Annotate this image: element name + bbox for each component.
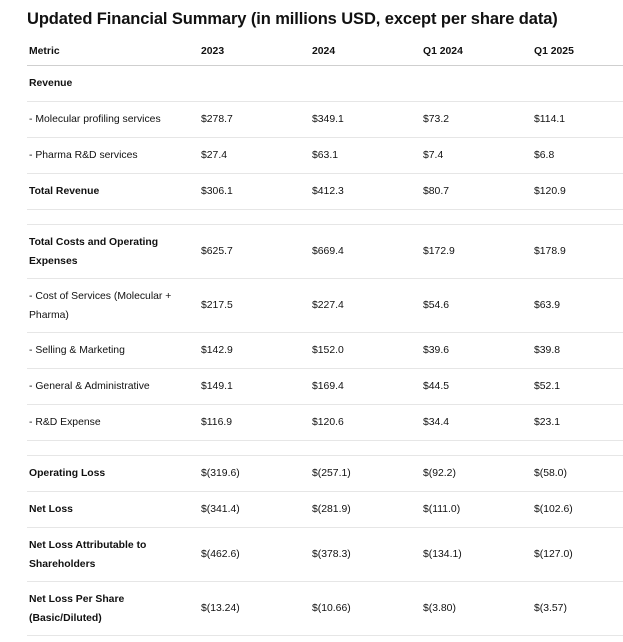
value-cell-q1-2025: $52.1 xyxy=(532,369,623,405)
value-cell-2024: $120.6 xyxy=(310,405,421,441)
table-row xyxy=(27,456,623,492)
spacer-cell xyxy=(27,441,623,456)
value-cell-2023: $217.5 xyxy=(199,279,310,333)
value-cell-q1-2025: $23.1 xyxy=(532,405,623,441)
metric-cell: Net Loss Per Share (Basic/Diluted) xyxy=(27,582,199,636)
value-cell-2023: $(462.6) xyxy=(199,528,310,582)
value-cell-2023: $(341.4) xyxy=(199,492,310,528)
table-row xyxy=(27,174,623,210)
metric-cell: Revenue xyxy=(27,66,199,102)
value-cell-2024: $227.4 xyxy=(310,279,421,333)
page-title: Updated Financial Summary (in millions USD, except per share data) xyxy=(27,10,558,28)
column-header-2024: 2024 xyxy=(310,37,421,66)
table-row xyxy=(27,279,623,333)
value-cell-q1-2025: $(3.57) xyxy=(532,582,623,636)
value-cell-2024: $(10.66) xyxy=(310,582,421,636)
value-cell-2024: $63.1 xyxy=(310,138,421,174)
value-cell-q1-2025: $178.9 xyxy=(532,225,623,279)
value-cell-q1-2024: $(134.1) xyxy=(421,528,532,582)
spacer-cell xyxy=(27,210,623,225)
value-cell-2023: $(319.6) xyxy=(199,456,310,492)
table-row xyxy=(27,66,623,102)
value-cell-q1-2024 xyxy=(421,66,532,102)
value-cell-q1-2024: $7.4 xyxy=(421,138,532,174)
metric-cell: Operating Loss xyxy=(27,456,199,492)
value-cell-q1-2025: $(127.0) xyxy=(532,528,623,582)
value-cell-q1-2024: $54.6 xyxy=(421,279,532,333)
value-cell-q1-2025: $(102.6) xyxy=(532,492,623,528)
value-cell-q1-2025: $(58.0) xyxy=(532,456,623,492)
value-cell-2024: $152.0 xyxy=(310,333,421,369)
metric-cell: - Molecular profiling services xyxy=(27,102,199,138)
value-cell-q1-2024: $73.2 xyxy=(421,102,532,138)
value-cell-2023: $(13.24) xyxy=(199,582,310,636)
column-header-q1-2024: Q1 2024 xyxy=(421,37,532,66)
value-cell-2023: $278.7 xyxy=(199,102,310,138)
metric-cell: - R&D Expense xyxy=(27,405,199,441)
table-row xyxy=(27,582,623,636)
metric-cell: Total Revenue xyxy=(27,174,199,210)
column-header-q1-2025: Q1 2025 xyxy=(532,37,623,66)
value-cell-2023: $116.9 xyxy=(199,405,310,441)
value-cell-q1-2024: $44.5 xyxy=(421,369,532,405)
value-cell-q1-2025: $63.9 xyxy=(532,279,623,333)
metric-cell: Net Loss xyxy=(27,492,199,528)
value-cell-2023 xyxy=(199,66,310,102)
value-cell-2023: $149.1 xyxy=(199,369,310,405)
value-cell-2023: $625.7 xyxy=(199,225,310,279)
spacer-row xyxy=(27,441,623,456)
table-row xyxy=(27,102,623,138)
metric-cell: - Pharma R&D services xyxy=(27,138,199,174)
table-row xyxy=(27,369,623,405)
table-header-row xyxy=(27,37,623,66)
value-cell-2024: $412.3 xyxy=(310,174,421,210)
metric-cell: Net Loss Attributable to Shareholders xyxy=(27,528,199,582)
column-header-metric: Metric xyxy=(27,37,199,66)
metric-cell: - General & Administrative xyxy=(27,369,199,405)
table-row xyxy=(27,138,623,174)
table-row xyxy=(27,492,623,528)
value-cell-2024: $669.4 xyxy=(310,225,421,279)
metric-cell: - Cost of Services (Molecular + Pharma) xyxy=(27,279,199,333)
value-cell-2023: $27.4 xyxy=(199,138,310,174)
value-cell-q1-2024: $(111.0) xyxy=(421,492,532,528)
value-cell-q1-2025: $6.8 xyxy=(532,138,623,174)
value-cell-q1-2024: $172.9 xyxy=(421,225,532,279)
value-cell-2024: $349.1 xyxy=(310,102,421,138)
table-row xyxy=(27,528,623,582)
value-cell-2023: $142.9 xyxy=(199,333,310,369)
value-cell-q1-2024: $(3.80) xyxy=(421,582,532,636)
value-cell-2024: $(281.9) xyxy=(310,492,421,528)
spacer-row xyxy=(27,210,623,225)
table-row xyxy=(27,333,623,369)
table-row xyxy=(27,405,623,441)
value-cell-q1-2025 xyxy=(532,66,623,102)
metric-cell: - Selling & Marketing xyxy=(27,333,199,369)
table-body xyxy=(27,66,623,636)
value-cell-q1-2024: $34.4 xyxy=(421,405,532,441)
value-cell-2024: $(257.1) xyxy=(310,456,421,492)
column-header-2023: 2023 xyxy=(199,37,310,66)
value-cell-q1-2025: $114.1 xyxy=(532,102,623,138)
value-cell-q1-2024: $39.6 xyxy=(421,333,532,369)
value-cell-2024: $(378.3) xyxy=(310,528,421,582)
value-cell-2024 xyxy=(310,66,421,102)
value-cell-2024: $169.4 xyxy=(310,369,421,405)
value-cell-q1-2025: $39.8 xyxy=(532,333,623,369)
value-cell-q1-2025: $120.9 xyxy=(532,174,623,210)
financial-summary-table xyxy=(27,37,623,636)
metric-cell: Total Costs and Operating Expenses xyxy=(27,225,199,279)
value-cell-2023: $306.1 xyxy=(199,174,310,210)
value-cell-q1-2024: $80.7 xyxy=(421,174,532,210)
table-row xyxy=(27,225,623,279)
value-cell-q1-2024: $(92.2) xyxy=(421,456,532,492)
